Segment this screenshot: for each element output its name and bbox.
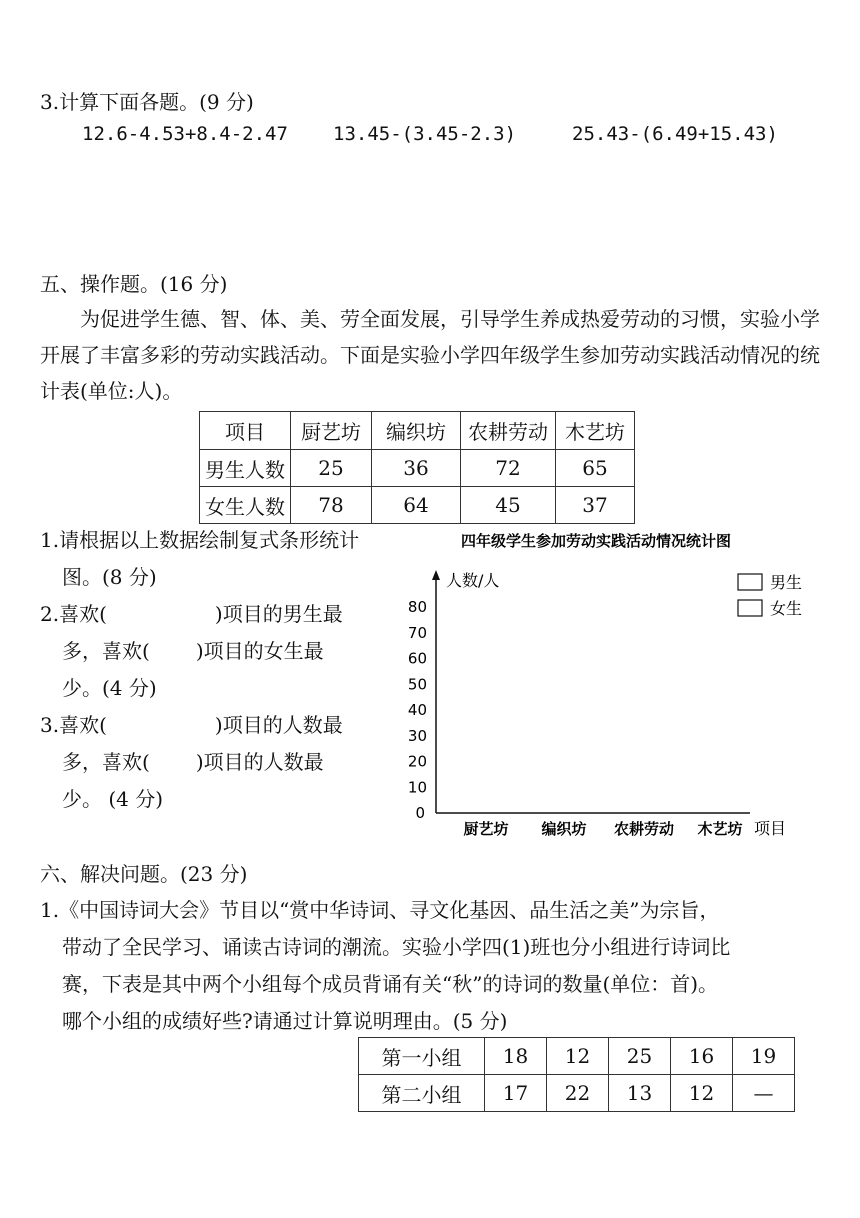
section-6-q1-line-3: 赛，下表是其中两个小组每个成员背诵有关“秋”的诗词的数量(单位：首)。 bbox=[62, 972, 719, 996]
table-cell: 18 bbox=[485, 1038, 547, 1075]
question-2-line-3: 少。(4 分) bbox=[62, 676, 157, 700]
table-row bbox=[200, 450, 635, 487]
table-cell: 男生人数 bbox=[200, 450, 291, 487]
x-categories bbox=[463, 820, 742, 838]
table-cell: 19 bbox=[733, 1038, 795, 1075]
y-tick-label: 10 bbox=[407, 778, 427, 797]
table-row bbox=[200, 412, 635, 450]
q3-heading: 3.计算下面各题。(9 分) bbox=[40, 90, 254, 114]
expr-2: 13.45-(3.45-2.3) bbox=[333, 123, 517, 145]
table-header-cell: 农耕劳动 bbox=[461, 412, 556, 450]
y-tick-label: 0 bbox=[415, 804, 425, 822]
y-tick-label: 70 bbox=[407, 623, 427, 642]
y-tick-label: 30 bbox=[407, 726, 427, 745]
x-category-label: 编织坊 bbox=[541, 820, 587, 838]
table-cell: 64 bbox=[372, 487, 461, 524]
section-5-intro: 为促进学生德、智、体、美、劳全面发展，引导学生养成热爱劳动的习惯，实验小学开展了丰富多彩的劳动实践活动。下面是实验小学四年级学生参加劳动实践活动情况的统计表(单位:人)。 bbox=[40, 307, 820, 403]
q2b-post: )项目的女生最 bbox=[195, 639, 324, 663]
table-row bbox=[200, 487, 635, 524]
table-cell: 45 bbox=[461, 487, 556, 524]
x-category-label: 农耕劳动 bbox=[613, 820, 675, 838]
table-cell: — bbox=[733, 1075, 795, 1112]
q2b-pre: 多，喜欢( bbox=[62, 639, 150, 663]
q3b-pre: 多，喜欢( bbox=[62, 750, 150, 774]
section-6-q1-line-1: 1.《中国诗词大会》节目以“赏中华诗词、寻文化基因、品生活之美”为宗旨， bbox=[40, 898, 720, 922]
section-6-heading: 六、解决问题。(23 分) bbox=[40, 862, 248, 886]
table-cell: 第二小组 bbox=[359, 1075, 485, 1112]
section-6-q1-line-4: 哪个小组的成绩好些?请通过计算说明理由。(5 分) bbox=[62, 1009, 508, 1033]
q2-pre: 2.喜欢( bbox=[40, 602, 107, 626]
y-tick-label: 80 bbox=[407, 598, 427, 616]
x-category-label: 木艺坊 bbox=[697, 820, 743, 838]
table-cell: 37 bbox=[556, 487, 635, 524]
table-header-cell: 项目 bbox=[200, 412, 291, 450]
table-header-cell: 编织坊 bbox=[372, 412, 461, 450]
q3-post: )项目的人数最 bbox=[214, 713, 343, 737]
question-1-line-2: 图。(8 分) bbox=[62, 565, 157, 589]
y-tick-label: 60 bbox=[407, 649, 427, 668]
chart-title: 四年级学生参加劳动实践活动情况统计图 bbox=[460, 532, 732, 550]
table-cell: 女生人数 bbox=[200, 487, 291, 524]
x-axis-label: 项目 bbox=[754, 819, 787, 838]
y-tick-label: 40 bbox=[407, 701, 427, 719]
legend-label-girls: 女生 bbox=[770, 599, 803, 618]
chart-questions bbox=[40, 522, 359, 818]
bar-chart bbox=[400, 522, 840, 852]
question-3-line-2 bbox=[40, 744, 359, 781]
question-1-line-1: 1.请根据以上数据绘制复式条形统计 bbox=[40, 528, 360, 552]
question-2-line-1 bbox=[40, 596, 359, 633]
legend-label-boys: 男生 bbox=[770, 573, 803, 592]
table-cell: 36 bbox=[372, 450, 461, 487]
section-6-q1-line-2: 带动了全民学习、诵读古诗词的潮流。实验小学四(1)班也分小组进行诗词比 bbox=[62, 935, 731, 959]
table-cell: 第一小组 bbox=[359, 1038, 485, 1075]
q2-post: )项目的男生最 bbox=[214, 602, 343, 626]
question-2-line-2 bbox=[40, 633, 359, 670]
expr-1: 12.6-4.53+8.4-2.47 bbox=[82, 123, 288, 145]
q3-pre: 3.喜欢( bbox=[40, 713, 107, 737]
table-header-cell: 木艺坊 bbox=[556, 412, 635, 450]
y-axis-arrow bbox=[432, 570, 440, 580]
legend-swatch-girls bbox=[738, 600, 762, 616]
expr-3: 25.43-(6.49+15.43) bbox=[572, 123, 778, 145]
table-cell: 13 bbox=[609, 1075, 671, 1112]
y-tick-label: 20 bbox=[407, 752, 427, 771]
y-axis-label: 人数/人 bbox=[446, 571, 500, 590]
table-cell: 12 bbox=[671, 1075, 733, 1112]
table-cell: 12 bbox=[547, 1038, 609, 1075]
table-header-cell: 厨艺坊 bbox=[291, 412, 372, 450]
section-5-heading: 五、操作题。(16 分) bbox=[40, 272, 228, 296]
table-cell: 17 bbox=[485, 1075, 547, 1112]
table-cell: 25 bbox=[609, 1038, 671, 1075]
table-cell: 22 bbox=[547, 1075, 609, 1112]
table-row bbox=[359, 1075, 795, 1112]
legend-swatch-boys bbox=[738, 574, 762, 590]
activity-table bbox=[199, 411, 635, 524]
table-cell: 72 bbox=[461, 450, 556, 487]
x-category-label: 厨艺坊 bbox=[463, 820, 509, 838]
question-3-line-3: 少。 (4 分) bbox=[62, 787, 164, 811]
y-tick-label: 50 bbox=[407, 675, 427, 694]
y-ticks bbox=[408, 598, 427, 822]
table-row bbox=[359, 1038, 795, 1075]
table-cell: 25 bbox=[291, 450, 372, 487]
poetry-table bbox=[358, 1037, 795, 1112]
table-cell: 78 bbox=[291, 487, 372, 524]
table-cell: 16 bbox=[671, 1038, 733, 1075]
question-3-line-1 bbox=[40, 707, 359, 744]
table-cell: 65 bbox=[556, 450, 635, 487]
q3b-post: )项目的人数最 bbox=[195, 750, 324, 774]
